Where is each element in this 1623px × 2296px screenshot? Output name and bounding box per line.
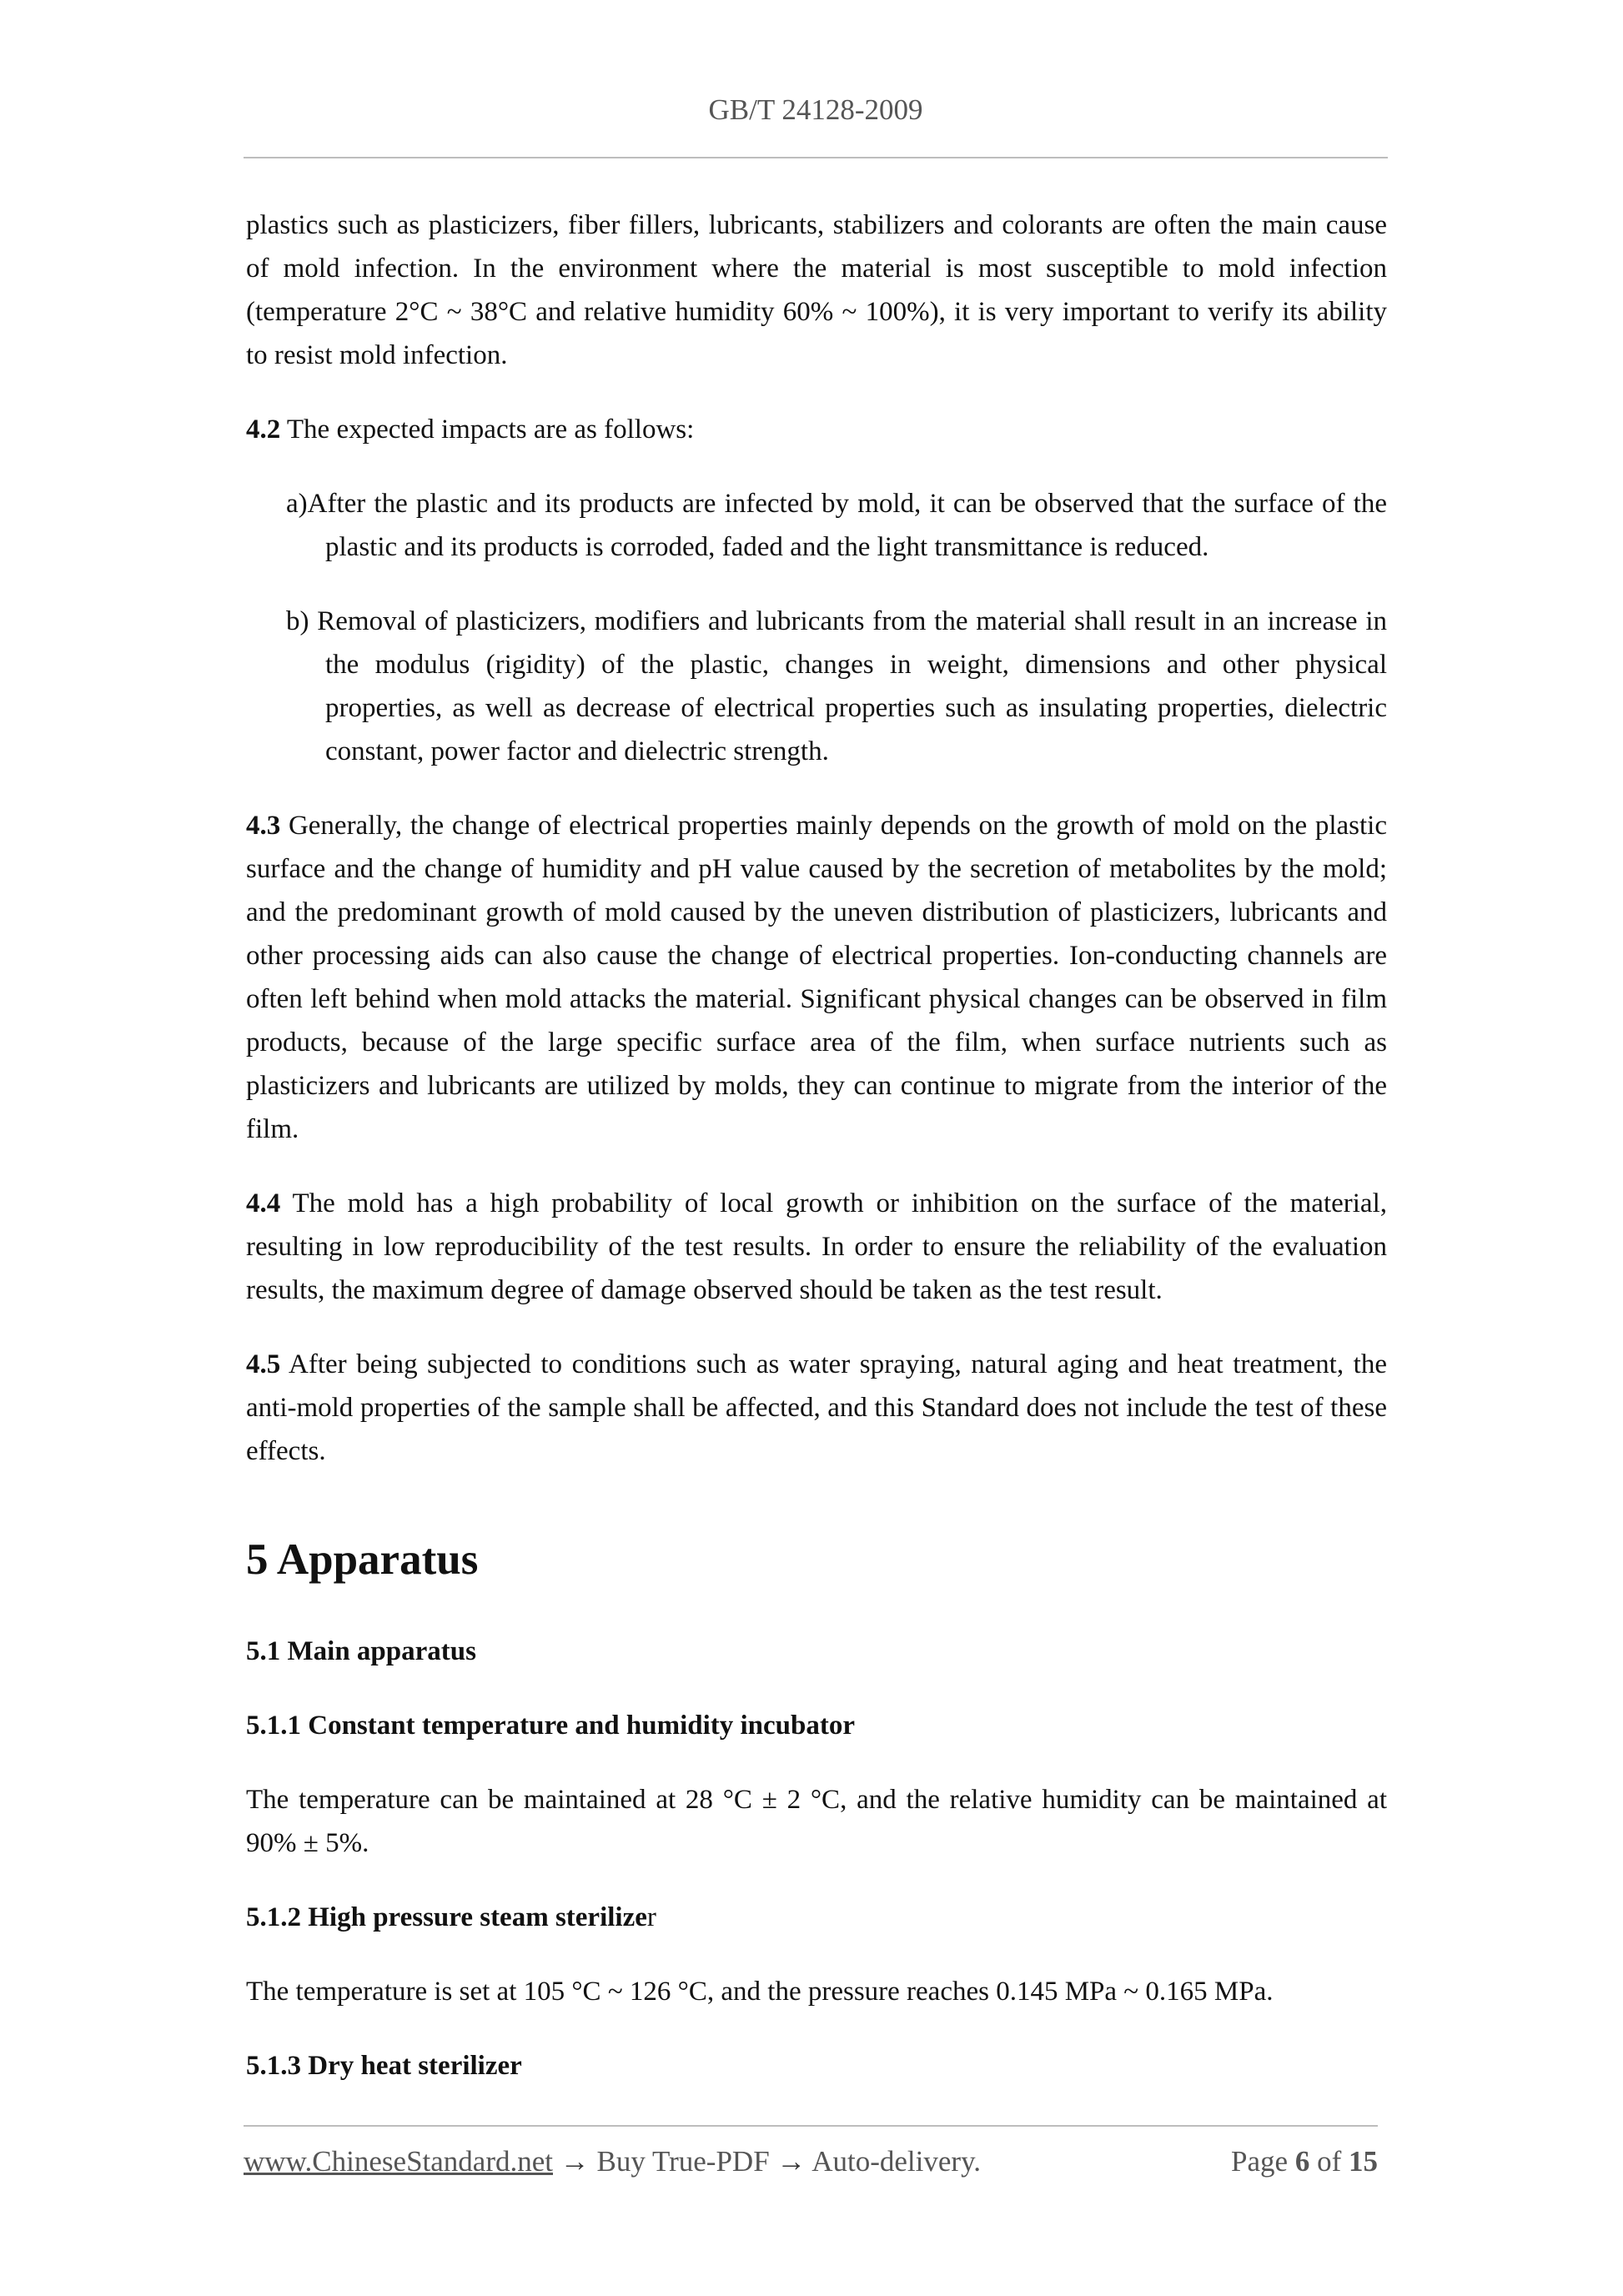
- heading-5-1: 5.1 Main apparatus: [246, 1636, 476, 1666]
- list-item-label: b): [286, 606, 309, 636]
- total-pages: 15: [1349, 2145, 1378, 2178]
- list-item-text: Removal of plasticizers, modifiers and lubricants from the material shall result in an increase in the modulus (rigidity) of the plastic, changes in weight, dimensions and other physical properties, as well as decrease of electrical properties such as insulating properties, dielectric constant, power factor and dielectric strength.: [309, 606, 1387, 766]
- section-5-heading: 5 Apparatus: [246, 1535, 479, 1584]
- arrow-right-icon: →: [776, 2145, 806, 2178]
- clause-4-3: [246, 804, 1387, 1151]
- buy-text: Buy True-PDF: [589, 2145, 777, 2178]
- arrow-right-icon: →: [560, 2145, 590, 2178]
- delivery-text: Auto-delivery.: [806, 2145, 982, 2178]
- clause-4-5: [246, 1343, 1387, 1473]
- list-item-text: After the plastic and its products are infected by mold, it can be observed that the surface of the plastic and its products is corroded, faded and the light transmittance is reduced.: [307, 489, 1387, 562]
- clause-number: 4.4: [246, 1188, 281, 1218]
- clause-number: 4.2: [246, 414, 281, 445]
- page-footer: [244, 2125, 1378, 2178]
- clause-number: 4.3: [246, 811, 281, 841]
- page-word: Page: [1231, 2145, 1289, 2178]
- text-5-1-1: The temperature can be maintained at 28 °C ± 2 °C, and the relative humidity can be maintained at 90% ± 5%.: [246, 1785, 1387, 1858]
- heading-5-1-2-bold: 5.1.2 High pressure steam sterilize: [246, 1902, 647, 1932]
- heading-5-1-2: [246, 1896, 1387, 1939]
- footer-promo: [244, 2145, 981, 2178]
- intro-paragraph: plastics such as plasticizers, fiber fillers, lubricants, stabilizers and colorants are often the main cause of mold infection. In the environment where the material is most susceptible to mold infection (temperature 2°C ~ 38°C and relative humidity 60% ~ 100%), it is very important to verify its ability to resist mold infection.: [246, 210, 1387, 370]
- page-header: [244, 93, 1388, 158]
- heading-5-1-2-tail: r: [646, 1902, 656, 1932]
- list-item-label: a): [286, 489, 308, 519]
- page-number: [1231, 2145, 1378, 2178]
- clause-text: The mold has a high probability of local growth or inhibition on the surface of the material, resulting in low reproducibility of the test results. In order to ensure the reliability of the evaluation results, the maximum degree of damage observed should be taken as the test result.: [246, 1188, 1387, 1305]
- text-5-1-2: The temperature is set at 105 °C ~ 126 °C, and the pressure reaches 0.145 MPa ~ 0.165 MPa.: [246, 1977, 1274, 2007]
- website-link[interactable]: www.ChineseStandard.net: [244, 2145, 553, 2178]
- clause-text: The expected impacts are as follows:: [280, 414, 695, 445]
- clause-text: Generally, the change of electrical properties mainly depends on the growth of mold on the plastic surface and the change of humidity and pH value caused by the secretion of metabolites by the mold; and the predominant growth of mold caused by the uneven distribution of plasticizers, lubricants and other processing aids can also cause the change of electrical properties. Ion-conducting channels are often left behind when mold attacks the material. Significant physical changes can be observed in film products, because of the large specific surface area of the film, when surface nutrients such as plasticizers and lubricants are utilized by molds, they can continue to migrate from the interior of the film.: [246, 811, 1387, 1144]
- clause-text: After being subjected to conditions such as water spraying, natural aging and heat treatment, the anti-mold properties of the sample shall be affected, and this Standard does not include the test of these effects.: [246, 1349, 1387, 1466]
- page-content: [246, 203, 1387, 2118]
- of-word: of: [1317, 2145, 1342, 2178]
- list-item-a: [286, 482, 1387, 569]
- heading-5-1-1: 5.1.1 Constant temperature and humidity incubator: [246, 1711, 856, 1741]
- current-page: 6: [1294, 2145, 1310, 2178]
- clause-4-4: [246, 1182, 1387, 1312]
- list-item-b: [286, 600, 1387, 773]
- clause-number: 4.5: [246, 1349, 281, 1379]
- document-id: GB/T 24128-2009: [708, 93, 923, 126]
- clause-4-2: [246, 408, 1387, 451]
- heading-5-1-3: 5.1.3 Dry heat sterilizer: [246, 2051, 522, 2081]
